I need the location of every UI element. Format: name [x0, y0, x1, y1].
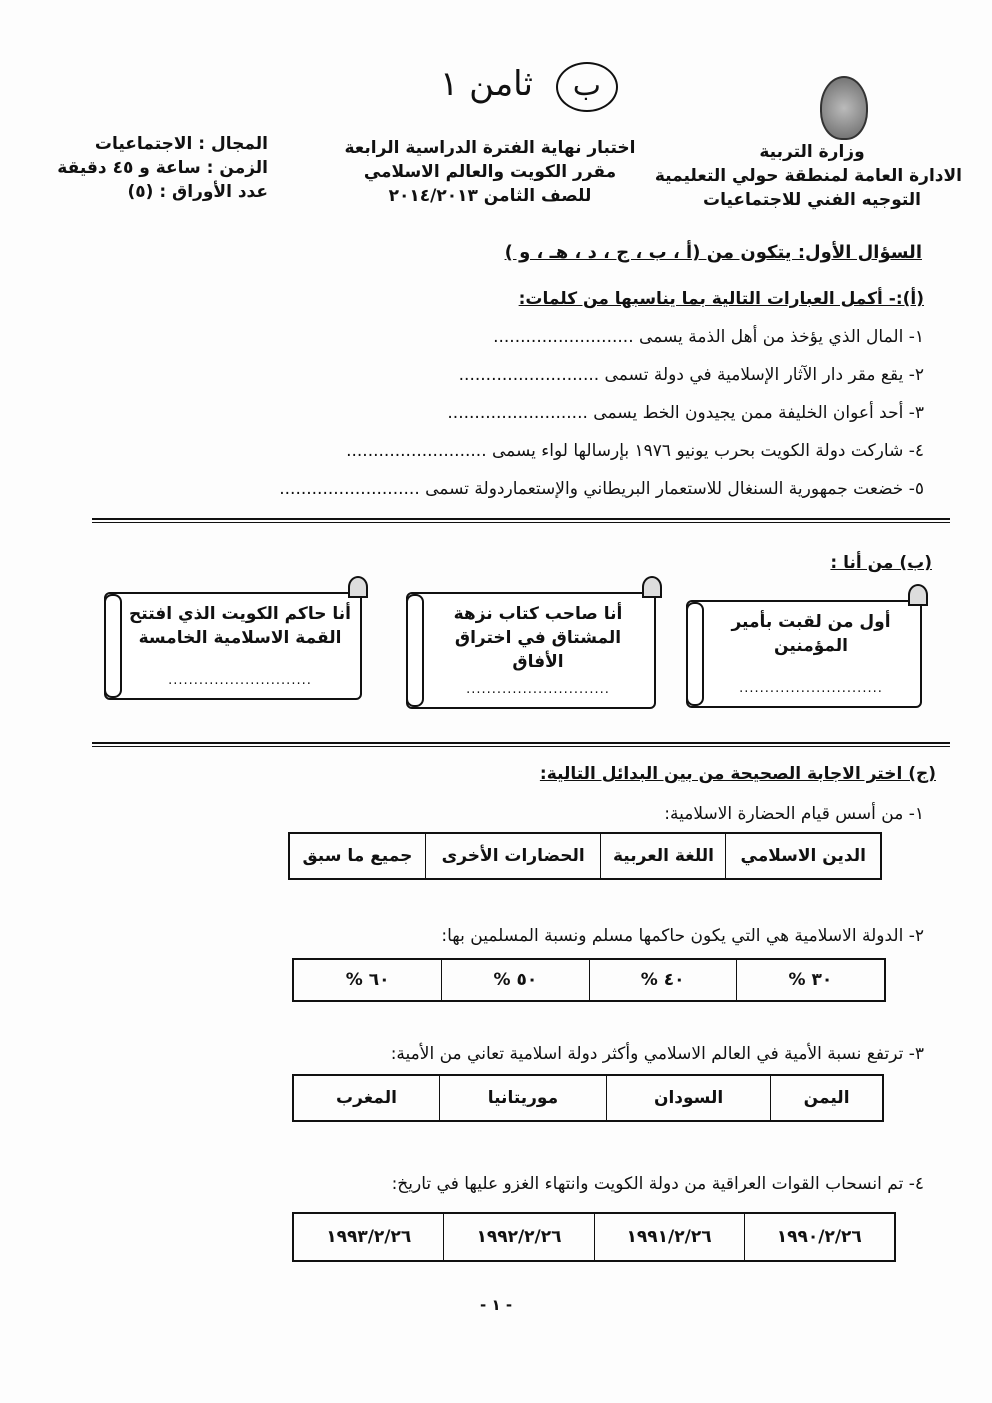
fill-item-2: ٢- يقع مقر دار الآثار الإسلامية في دولة تسمى .......................... — [458, 365, 924, 385]
part-c-heading: (ج) اختر الاجابة الصحيحة من بين البدائل التالية: — [539, 764, 936, 784]
who-am-i-card-3 — [104, 592, 362, 700]
scroll-curl-icon — [642, 576, 662, 598]
mcq-2-text: ٢- الدولة الاسلامية هي التي يكون حاكمها مسلم ونسبة المسلمين بها: — [441, 926, 924, 946]
ministry-name: وزارة التربية — [759, 142, 865, 162]
handwritten-grade: ثامن ١ — [440, 64, 533, 104]
circled-letter: ب — [556, 62, 618, 112]
option[interactable]: ٦٠ % — [293, 959, 442, 1001]
fill-item-5: ٥- خضعت جمهورية السنغال للاستعمار البريطاني والإستعماردولة تسمى .......................... — [279, 479, 924, 499]
page-count: عدد الأوراق : (٥) — [127, 182, 268, 202]
subject-field: المجال : الاجتماعيات — [94, 134, 268, 154]
card-answer-blank[interactable]: ............................ — [168, 673, 312, 688]
option[interactable]: ٥٠ % — [442, 959, 589, 1001]
scroll-curl-icon — [908, 584, 928, 606]
card-answer-blank[interactable]: ............................ — [739, 681, 883, 696]
option[interactable]: ١٩٩١/٢/٢٦ — [594, 1213, 744, 1261]
card-text: أنا صاحب كتاب نزهة المشتاق في اختراق الأفاق — [453, 604, 623, 672]
part-a-heading: (أ):- أكمل العبارات التالية بما يناسبها من كلمات: — [518, 289, 924, 309]
mcq-1-options — [288, 832, 882, 880]
who-am-i-card-2 — [406, 592, 656, 709]
mcq-3-options — [292, 1074, 884, 1122]
mcq-4-text: ٤- تم انسحاب القوات العراقية من دولة الكويت وانتهاء الغزو عليها في تاريخ: — [391, 1174, 924, 1194]
header-ministry — [654, 140, 962, 212]
department-name: التوجيه الفني للاجتماعيات — [702, 190, 921, 210]
option[interactable]: السودان — [606, 1075, 770, 1121]
part-b-heading: (ب) من أنا : — [830, 553, 932, 573]
option[interactable]: ١٩٩٠/٢/٢٦ — [744, 1213, 895, 1261]
header-exam-info — [340, 136, 640, 208]
header-exam-details — [40, 132, 268, 204]
option[interactable]: ٣٠ % — [736, 959, 885, 1001]
option[interactable]: جميع ما سبق — [289, 833, 425, 879]
fill-item-1: ١- المال الذي يؤخذ من أهل الذمة يسمى .......................... — [493, 327, 924, 347]
card-text: أول من لقبت بأمير المؤمنين — [731, 612, 891, 656]
option[interactable]: موريتانيا — [439, 1075, 606, 1121]
option[interactable]: ١٩٩٣/٢/٢٦ — [293, 1213, 444, 1261]
mcq-3-text: ٣- ترتفع نسبة الأمية في العالم الاسلامي وأكثر دولة اسلامية تعاني من الأمية: — [390, 1044, 924, 1064]
option[interactable]: ٤٠ % — [589, 959, 736, 1001]
scroll-curl-icon — [104, 594, 122, 698]
who-am-i-card-1 — [686, 600, 922, 708]
exam-duration: الزمن : ساعة و ٤٥ دقيقة — [57, 158, 268, 178]
directorate-name: الادارة العامة لمنطقة حولي التعليمية — [654, 166, 962, 186]
mcq-4-options — [292, 1212, 896, 1262]
part-a — [40, 288, 924, 500]
option[interactable]: اللغة العربية — [601, 833, 726, 879]
section-divider — [92, 742, 950, 747]
course-name: مقرر الكويت والعالم الاسلامي — [363, 162, 617, 182]
card-text: أنا حاكم الكويت الذي افتتح القمة الاسلامية الخامسة — [129, 604, 351, 648]
fill-item-3: ٣- أحد أعوان الخليفة ممن يجيدون الخط يسمى .......................... — [447, 403, 924, 423]
mcq-1-text: ١- من أسس قيام الحضارة الاسلامية: — [664, 804, 924, 824]
grade-year: للصف الثامن ٢٠١٤/٢٠١٣ — [388, 186, 592, 206]
scroll-curl-icon — [686, 602, 704, 706]
section-divider — [92, 518, 950, 523]
mcq-2-options — [292, 958, 886, 1002]
option[interactable]: المغرب — [293, 1075, 439, 1121]
handwritten-mark — [440, 62, 618, 112]
question-1-title: السؤال الأول: يتكون من (أ ، ب ، ج ، د ، هـ ، و ) — [504, 242, 922, 263]
exam-title: اختبار نهاية الفترة الدراسية الرابعة — [344, 138, 636, 158]
option[interactable]: ١٩٩٢/٢/٢٦ — [444, 1213, 594, 1261]
scroll-curl-icon — [406, 594, 424, 707]
kuwait-emblem-icon — [820, 76, 868, 140]
option[interactable]: الحضارات الأخرى — [425, 833, 601, 879]
option[interactable]: اليمن — [771, 1075, 883, 1121]
fill-item-4: ٤- شاركت دولة الكويت بحرب يونيو ١٩٧٦ بإرسالها لواء يسمى .......................... — [346, 441, 924, 461]
page-number: - ١ - — [480, 1296, 513, 1314]
card-answer-blank[interactable]: ............................ — [466, 682, 610, 697]
option[interactable]: الدين الاسلامي — [726, 833, 881, 879]
scroll-curl-icon — [348, 576, 368, 598]
